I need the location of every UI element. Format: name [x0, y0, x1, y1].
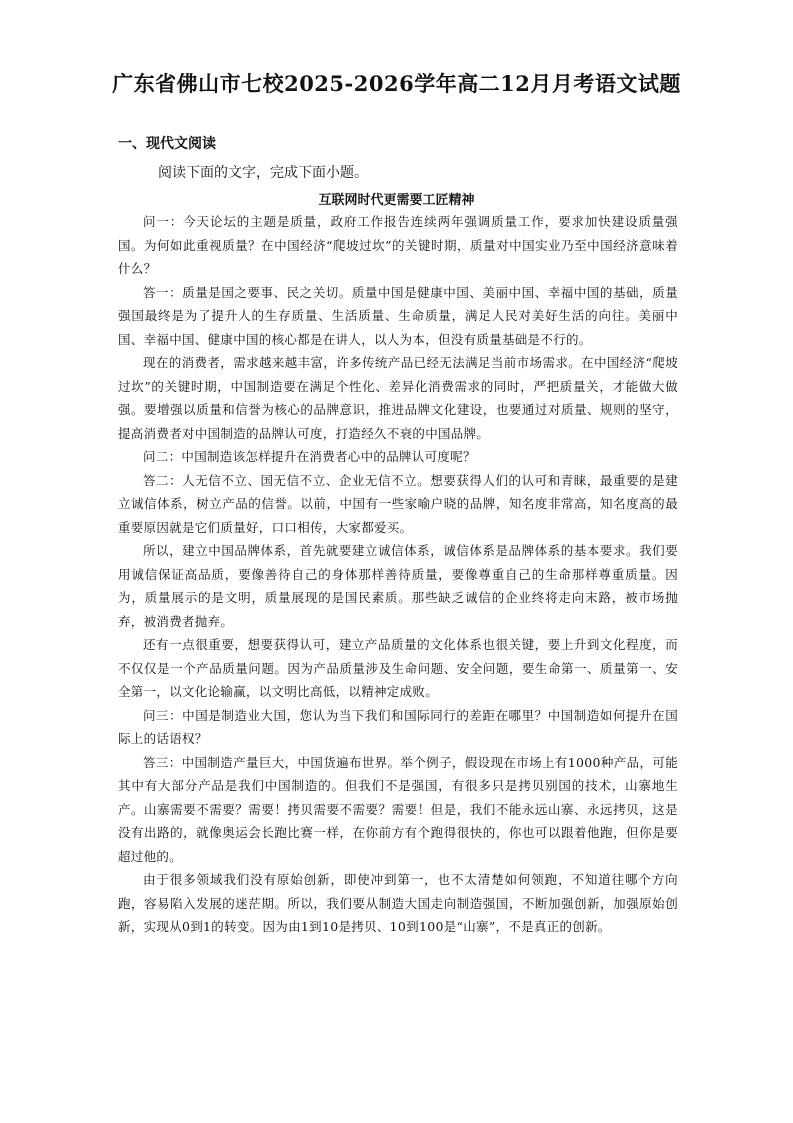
paragraph: 答二：人无信不立、国无信不立、企业无信不立。想要获得人们的认可和青睐，最重要的是建立诚信体系，树立产品的信誉。以前，中国有一些家喻户晓的品牌，知名度非常高，知名度高的最重要原因就是它们质量好，口口相传，大家都爱买。	[118, 472, 678, 535]
paragraph: 问一：今天论坛的主题是质量，政府工作报告连续两年强调质量工作，要求加快建设质量强国。为何如此重视质量？在中国经济“爬坡过坎”的关键时期，质量对中国实业乃至中国经济意味着什么？	[118, 214, 678, 276]
paragraph: 问三：中国是制造业大国，您认为当下我们和国际同行的差距在哪里？中国制造如何提升在国际上的话语权？	[118, 707, 678, 746]
paragraph: 还有一点很重要，想要获得认可，建立产品质量的文化体系也很关键，要上升到文化程度，而不仅仅是一个产品质量问题。因为产品质量涉及生命问题、安全问题，要生命第一、质量第一、安全第一，以文化论输赢，以文明比高低，以精神定成败。	[118, 637, 678, 699]
paragraph: 答三：中国制造产量巨大，中国货遍布世界。举个例子，假设现在市场上有1000种产品，可能其中有大部分产品是我们中国制造的。但我们不是强国，有很多只是拷贝别国的技术，山寨地生产。山寨需要不需要？需要！拷贝需要不需要？需要！但是，我们不能永远山寨、永远拷贝，这是没有出路的，就像奥运会长跑比赛一样，在你前方有个跑得很快的，你也可以跟着他跑，但你是要超过他的。	[118, 754, 678, 864]
paragraph: 由于很多领域我们没有原始创新，即使冲到第一，也不太清楚如何领跑，不知道往哪个方向跑，容易陷入发展的迷茫期。所以，我们要从制造大国走向制造强国，不断加强创新，加强原始创新，实现从0到1的转变。因为由1到10是拷贝、10到100是“山寨”，不是真正的创新。	[118, 872, 678, 934]
document-title: 广东省佛山市七校2025-2026学年高二12月月考语文试题	[112, 71, 681, 96]
paragraph: 所以，建立中国品牌体系，首先就要建立诚信体系，诚信体系是品牌体系的基本要求。我们要用诚信保证高品质，要像善待自己的身体那样善待质量，要像尊重自己的生命那样尊重质量。因为，质量展示的是文明，质量展现的是国民素质。那些缺乏诚信的企业终将走向末路，被市场抛弃，被消费者抛弃。	[118, 543, 678, 629]
paragraph: 问二：中国制造该怎样提升在消费者心中的品牌认可度呢？	[143, 449, 476, 464]
reading-instruction: 阅读下面的文字，完成下面小题。	[158, 165, 368, 181]
paragraph: 现在的消费者，需求越来越丰富，许多传统产品已经无法满足当前市场需求。在中国经济“爬坡过坎”的关键时期，中国制造要在满足个性化、差异化消费需求的同时，严把质量关，才能做大做强。要增强以质量和信誉为核心的品牌意识，推进品牌文化建设，也要通过对质量、规则的坚守，提高消费者对中国制造的品牌认可度，打造经久不衰的中国品牌。	[118, 355, 678, 441]
article-title: 互联网时代更需要工匠精神	[318, 193, 475, 208]
section-heading: 一、现代文阅读	[118, 136, 216, 152]
article-body	[118, 210, 678, 939]
paragraph: 答一：质量是国之要事、民之关切。质量中国是健康中国、美丽中国、幸福中国的基础，质量强国最终是为了提升人的生存质量、生活质量、生命质量，满足人民对美好生活的向往。美丽中国、幸福中国、健康中国的核心都是在讲人，以人为本，但没有质量基础是不行的。	[118, 284, 678, 347]
